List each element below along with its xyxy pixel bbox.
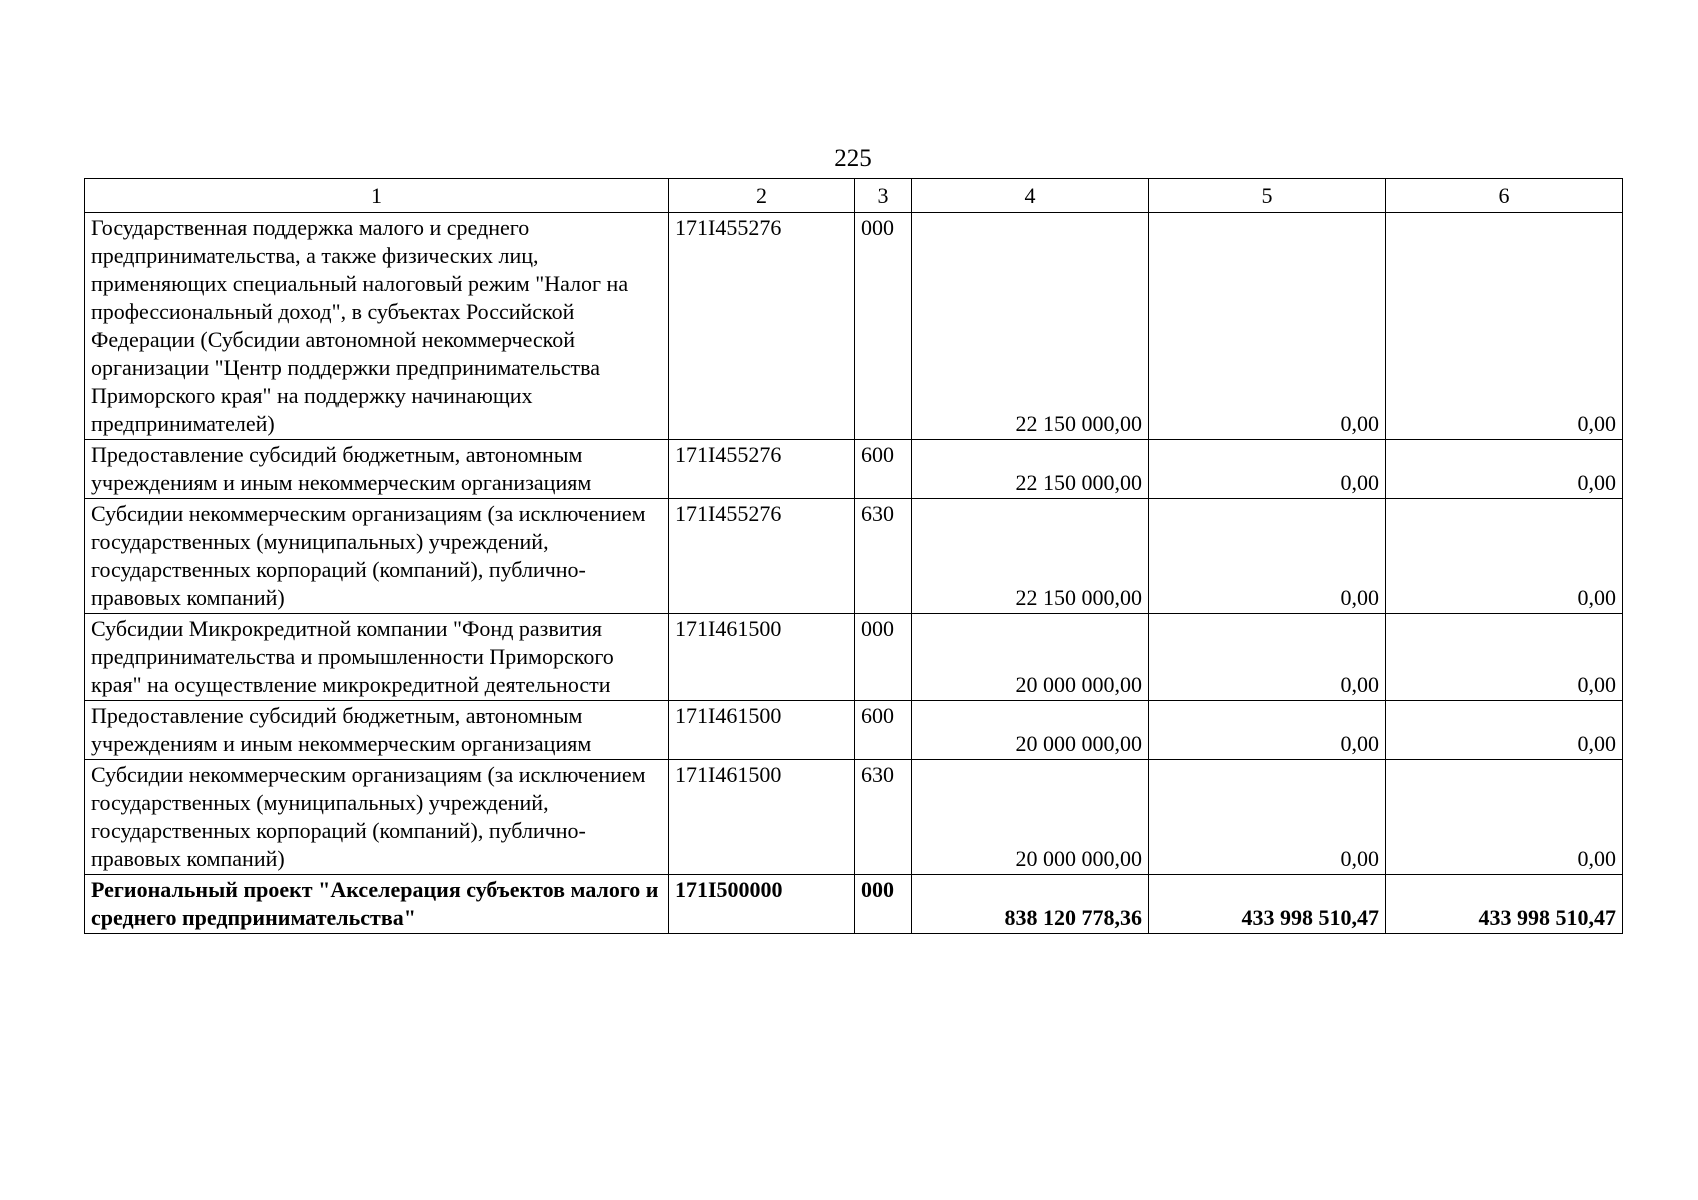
row-name: Региональный проект "Акселерация субъектов малого и среднего предпринимательства" (85, 875, 669, 934)
row-name: Государственная поддержка малого и среднего предпринимательства, а также физических лиц, применяющих специальный налоговый режим "Налог на профессиональный доход", в субъектах Российской Федерации (Субсидии автономной некоммерческой организации "Центр поддержки предпринимательства Приморского края" на поддержку начинающих предпринимателей) (85, 213, 669, 440)
budget-table (84, 178, 1623, 934)
row-name: Субсидии некоммерческим организациям (за исключением государственных (муниципальных) учреждений, государственных корпораций (компаний), публично-правовых компаний) (85, 499, 669, 614)
row-amount-5: 0,00 (1149, 499, 1386, 614)
row-amount-4: 20 000 000,00 (912, 614, 1149, 701)
table-row (85, 499, 1623, 614)
row-expense-type: 630 (855, 760, 912, 875)
row-expense-type: 000 (855, 875, 912, 934)
column-header-1: 1 (85, 179, 669, 213)
row-expense-type: 600 (855, 440, 912, 499)
row-expense-type: 600 (855, 701, 912, 760)
page-number: 225 (834, 145, 872, 172)
row-amount-4: 22 150 000,00 (912, 440, 1149, 499)
row-amount-6: 0,00 (1386, 499, 1623, 614)
row-target-code: 171I461500 (669, 614, 855, 701)
table-row (85, 760, 1623, 875)
row-amount-5: 0,00 (1149, 213, 1386, 440)
row-amount-6: 0,00 (1386, 760, 1623, 875)
row-amount-5: 0,00 (1149, 614, 1386, 701)
row-name: Предоставление субсидий бюджетным, автономным учреждениям и иным некоммерческим организациям (85, 440, 669, 499)
table-header-row (85, 179, 1623, 213)
row-name: Предоставление субсидий бюджетным, автономным учреждениям и иным некоммерческим организациям (85, 701, 669, 760)
row-expense-type: 000 (855, 614, 912, 701)
row-amount-4: 22 150 000,00 (912, 499, 1149, 614)
row-amount-5: 0,00 (1149, 701, 1386, 760)
row-name: Субсидии Микрокредитной компании "Фонд развития предпринимательства и промышленности Приморского края" на осуществление микрокредитной деятельности (85, 614, 669, 701)
column-header-6: 6 (1386, 179, 1623, 213)
row-name: Субсидии некоммерческим организациям (за исключением государственных (муниципальных) учреждений, государственных корпораций (компаний), публично-правовых компаний) (85, 760, 669, 875)
column-header-2: 2 (669, 179, 855, 213)
row-target-code: 171I461500 (669, 701, 855, 760)
table-row-regional-project (85, 875, 1623, 934)
row-amount-5: 433 998 510,47 (1149, 875, 1386, 934)
row-expense-type: 630 (855, 499, 912, 614)
row-amount-4: 22 150 000,00 (912, 213, 1149, 440)
row-amount-6: 0,00 (1386, 614, 1623, 701)
column-header-5: 5 (1149, 179, 1386, 213)
row-amount-6: 0,00 (1386, 213, 1623, 440)
row-target-code: 171I461500 (669, 760, 855, 875)
table-row (85, 701, 1623, 760)
row-amount-6: 433 998 510,47 (1386, 875, 1623, 934)
row-target-code: 171I455276 (669, 213, 855, 440)
row-amount-4: 838 120 778,36 (912, 875, 1149, 934)
row-target-code: 171I500000 (669, 875, 855, 934)
table-row (85, 440, 1623, 499)
table-row (85, 213, 1623, 440)
row-target-code: 171I455276 (669, 499, 855, 614)
row-amount-4: 20 000 000,00 (912, 701, 1149, 760)
column-header-3: 3 (855, 179, 912, 213)
row-amount-5: 0,00 (1149, 760, 1386, 875)
row-expense-type: 000 (855, 213, 912, 440)
row-amount-6: 0,00 (1386, 701, 1623, 760)
row-amount-5: 0,00 (1149, 440, 1386, 499)
row-amount-6: 0,00 (1386, 440, 1623, 499)
row-target-code: 171I455276 (669, 440, 855, 499)
table-row (85, 614, 1623, 701)
row-amount-4: 20 000 000,00 (912, 760, 1149, 875)
column-header-4: 4 (912, 179, 1149, 213)
